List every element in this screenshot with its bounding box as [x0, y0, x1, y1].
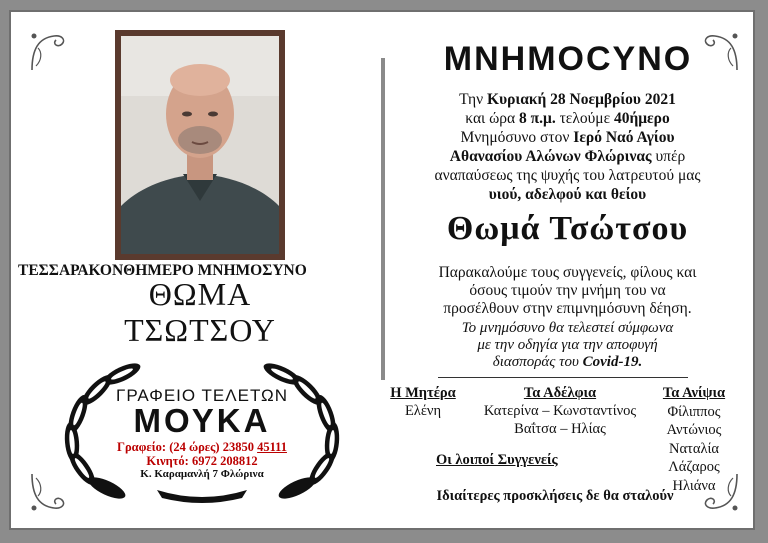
nephews-heading: Τα Ανίψια: [662, 385, 726, 401]
paragraph-segment: Αθανασίου Αλώνων Φλώρινας: [449, 148, 652, 165]
request-line: προσέλθουν στην επιμνημόσυνη δέηση.: [443, 300, 692, 317]
left-name-line2: ΤΣΩΤΣΟΥ: [124, 312, 276, 348]
mother-column: [386, 384, 460, 420]
logo-line1: ΓΡΑΦΕΙΟ ΤΕΛΕΤΩΝ: [115, 386, 289, 405]
siblings-line: Κατερίνα – Κωνσταντίνος: [483, 403, 637, 419]
request-line: Παρακαλούμε τους συγγενείς, φίλους και: [438, 264, 697, 281]
paragraph-segment: αναπαύσεως της ψυχής του λατρευτού μας: [434, 167, 701, 184]
paragraph-segment: Την: [459, 91, 488, 108]
paragraph-segment: Μνημόσυνο στον: [460, 129, 574, 146]
paragraph-segment: υιού, αδελφού και θείου: [488, 186, 647, 203]
nephew-name: Ναταλία: [668, 440, 720, 457]
covid-line: με την οδηγία για την αποφυγή: [477, 337, 658, 353]
covid-line: Το μνημόσυνο θα τελεστεί σύμφωνα: [461, 320, 674, 336]
page-title: ΜΝΗΜΟCΥΝΟ: [443, 40, 693, 78]
nephews-column: [652, 384, 736, 495]
paragraph-segment: υπέρ: [651, 148, 686, 165]
request-paragraph: [395, 264, 740, 318]
portrait-photo: [121, 36, 279, 254]
siblings-column: [462, 384, 658, 438]
paragraph-line: [395, 90, 740, 109]
paragraph-segment: και ώρα: [465, 110, 520, 127]
paragraph-segment: Κυριακή 28 Νοεμβρίου 2021: [487, 91, 676, 108]
footer-note: Ιδιαίτερες προσκλήσεις δε θα σταλούν: [436, 488, 674, 504]
left-subtitle: ΤΕΣΣΑΡΑΚΟΝΘΗΜΕΡΟ ΜΝΗΜΟΣΥΝΟ: [18, 262, 307, 279]
paragraph-segment: Ιερό Ναό Αγίου: [573, 129, 675, 146]
request-line: όσους τιμούν την μνήμη του να: [469, 282, 666, 299]
paragraph-line: [395, 128, 740, 147]
logo-mobile: Κινητό: 6972 208812: [146, 454, 258, 468]
vertical-divider: [381, 58, 385, 380]
nephew-name: Αντώνιος: [666, 422, 722, 438]
logo-office-phone: Γραφείο: (24 ώρες) 23850 45111: [117, 440, 287, 454]
mother-heading: Η Μητέρα: [390, 385, 456, 401]
announcement-paragraph: [395, 90, 740, 204]
left-name-line1: ΘΩΜΑ: [148, 276, 252, 312]
paragraph-segment: τελούμε: [555, 110, 614, 127]
other-relatives: Οι λοιποί Συγγενείς: [436, 452, 558, 468]
nephew-name: Ηλιάνα: [672, 477, 716, 494]
paragraph-line: [395, 109, 740, 128]
paragraph-line: [395, 147, 740, 166]
corner-ornament-icon: [28, 30, 72, 74]
funeral-home-logo: [52, 352, 352, 504]
siblings-heading: Τα Αδέλφια: [523, 385, 597, 401]
separator-line: [438, 377, 688, 378]
logo-address: Κ. Καραμανλή 7 Φλώρινα: [140, 468, 264, 480]
siblings-line: Βαΐτσα – Ηλίας: [514, 421, 606, 437]
covid-line: διασποράς του Covid-19.: [492, 354, 643, 370]
paragraph-line: [395, 185, 740, 204]
nephew-name: Λάζαρος: [668, 459, 720, 475]
deceased-name: Θωμά Τσώτσου: [446, 210, 689, 247]
nephew-name: Φίλιππος: [667, 403, 721, 420]
paragraph-segment: 40ήμερο: [613, 110, 670, 127]
paragraph-segment: 8 π.μ.: [519, 110, 556, 127]
paragraph-line: [395, 166, 740, 185]
covid-notice: [395, 320, 740, 371]
mother-name: Ελένη: [404, 403, 442, 419]
logo-line2: ΜΟΥΚΑ: [133, 402, 271, 439]
